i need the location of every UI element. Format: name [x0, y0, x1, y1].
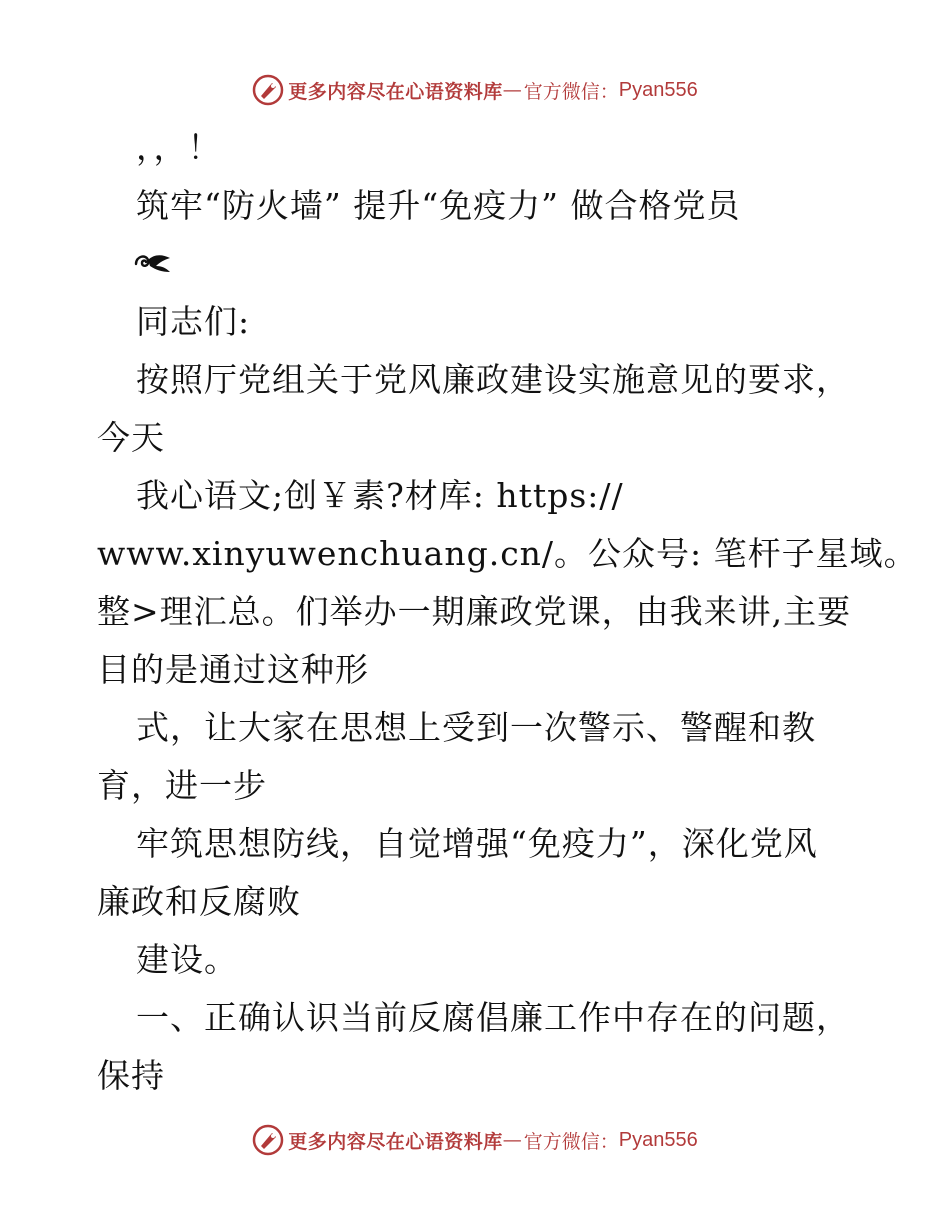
paragraph-line: 牢筑思想防线，自觉增强“免疫力”，深化党风: [136, 824, 818, 863]
banner-text: 更多内容尽在心语资料库: [288, 80, 503, 103]
pen-nib-logo-icon: [252, 74, 284, 106]
paragraph-line: 廉政和反腐败: [97, 882, 301, 921]
paragraph-line: 建设。: [136, 940, 238, 979]
paragraph-line: 按照厅党组关于党风廉政建设实施意见的要求，: [136, 360, 850, 399]
paragraph-line: 式，让大家在思想上受到一次警示、警醒和教: [136, 708, 816, 747]
pen-nib-logo-icon: [252, 1124, 284, 1156]
banner-wechat-id: Pyan556: [618, 1128, 698, 1151]
salutation: 同志们:: [136, 302, 251, 341]
paragraph-line: 我心语文;创￥素?材库: https://: [136, 476, 624, 515]
paragraph-line: 保持: [97, 1056, 165, 1095]
banner-wechat-id: Pyan556: [618, 78, 698, 101]
banner-dash: —: [502, 79, 522, 101]
header-banner: [0, 70, 950, 110]
paragraph-line: 今天: [97, 418, 165, 457]
section-heading: 一、正确认识当前反腐倡廉工作中存在的问题，: [136, 998, 850, 1037]
banner-wechat-label: 官方微信：: [523, 80, 619, 103]
banner-dash: —: [502, 1129, 522, 1151]
footer-banner: [0, 1120, 950, 1160]
document-title: 筑牢“防火墙” 提升“免疫力” 做合格党员: [136, 186, 741, 225]
paragraph-line: 整>理汇总。们举办一期廉政党课，由我来讲,主要: [97, 592, 852, 631]
url-line: www.xinyuwenchuang.cn/。公众号: 笔杆子星域。: [97, 534, 918, 573]
fleuron-ornament-icon: [132, 246, 174, 276]
paragraph-line: 育，进一步: [97, 766, 267, 805]
banner-wechat-label: 官方微信：: [523, 1130, 619, 1153]
paragraph-line: 目的是通过这种形: [97, 650, 369, 689]
banner-text: 更多内容尽在心语资料库: [288, 1130, 503, 1153]
punctuation-line: ，，！: [136, 128, 222, 167]
